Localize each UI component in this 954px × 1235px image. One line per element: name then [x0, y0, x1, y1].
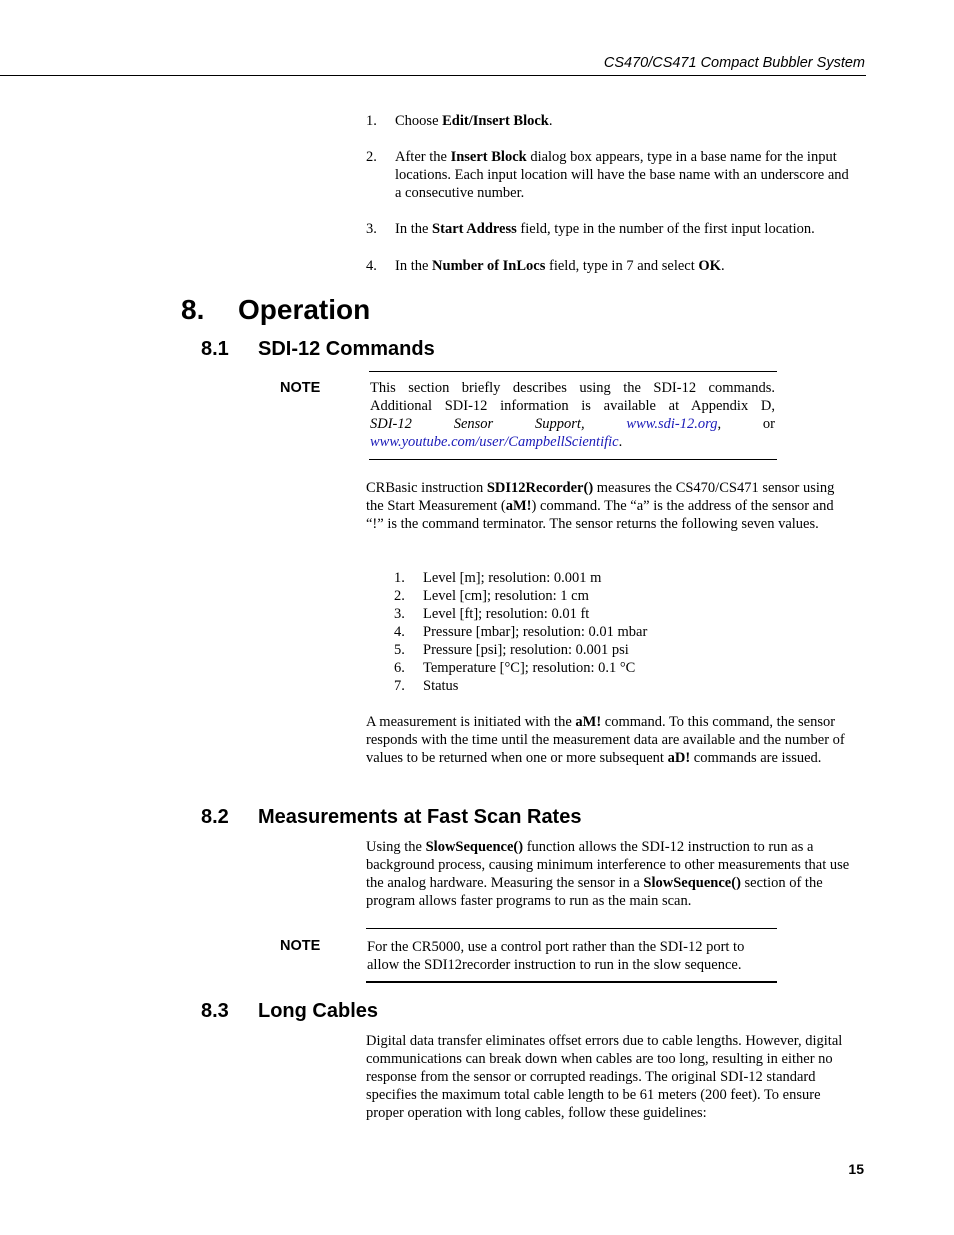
list-item: 2. Level [cm]; resolution: 1 cm — [394, 588, 589, 604]
subsection-heading: 8.1 SDI-12 Commands — [201, 338, 435, 360]
list-number: 1. — [366, 113, 377, 129]
field-reference: Number of InLocs — [432, 258, 546, 274]
header-divider — [0, 75, 866, 76]
note-bottom-rule — [369, 459, 777, 460]
running-header: CS470/CS471 Compact Bubbler System — [603, 55, 865, 71]
list-item: 5. Pressure [psi]; resolution: 0.001 psi — [394, 642, 629, 658]
note-box: For the CR5000, use a control port rather than the SDI-12 port to allow the SDI12recorder instruction to run in the slow sequence. — [367, 939, 745, 973]
dialog-reference: Insert Block — [450, 149, 527, 165]
paragraph: Digital data transfer eliminates offset errors due to cable lengths. However, digital communications can break down when cables are too long, resulting in either no response from the sensor or corrupted readings. The original SDI-12 standard specifies the maximum total cable length to be 61 meters (200 feet). To ensure proper operation with long cables, follow these guidelines: — [366, 1033, 843, 1121]
note-box: This section briefly describes using the SDI-12 commands. Additional SDI-12 information is available at Appendix D, SDI-12 Sensor Support, www.sdi-12.org, or www.youtube.com/user/CampbellScientific. — [370, 380, 775, 450]
list-item: 2. After the Insert Block dialog box appears, type in a base name for the input locations. Each input location will have the base name with an underscore and a consecutive number. — [366, 149, 849, 201]
note-bottom-rule — [366, 981, 777, 983]
steps-list — [366, 112, 856, 275]
list-item: 4. Pressure [mbar]; resolution: 0.01 mbar — [394, 624, 648, 640]
list-item: 6. Temperature [°C]; resolution: 0.1 °C — [394, 660, 636, 676]
list-item: 7. Status — [394, 678, 459, 694]
menu-reference: Edit/Insert Block — [442, 113, 549, 129]
note-top-rule — [369, 371, 777, 372]
list-number: 4. — [366, 258, 377, 274]
list-number: 3. — [366, 221, 377, 237]
paragraph: CRBasic instruction SDI12Recorder() measures the CS470/CS471 sensor using the Start Measurement (aM!) command. The “a” is the address of the sensor and “!” is the command terminator. The sensor returns the following seven values. — [366, 480, 835, 532]
note-label: NOTE — [280, 938, 321, 954]
section-heading: 8. Operation — [181, 294, 371, 325]
sdi12-link[interactable]: www.sdi-12.org — [626, 416, 718, 432]
paragraph: A measurement is initiated with the aM! command. To this command, the sensor responds with the time until the measurement data are available and the number of values to be returned when one or more subsequent aD! commands are issued. — [366, 714, 845, 766]
note-label: NOTE — [280, 380, 321, 396]
list-item: 1. Level [m]; resolution: 0.001 m — [394, 570, 602, 586]
subsection-heading: 8.2 Measurements at Fast Scan Rates — [201, 806, 582, 828]
list-item: 3. Level [ft]; resolution: 0.01 ft — [394, 606, 590, 622]
values-list — [394, 569, 647, 695]
list-item: 4. In the Number of InLocs field, type in 7 and select OK. — [366, 258, 725, 274]
note-top-rule — [366, 928, 777, 929]
page-number: 15 — [848, 1161, 864, 1177]
list-item: 3. In the Start Address field, type in the number of the first input location. — [366, 221, 815, 237]
list-item: 1. Choose Edit/Insert Block. — [366, 113, 553, 129]
list-number: 2. — [366, 149, 377, 165]
paragraph: Using the SlowSequence() function allows the SDI-12 instruction to run as a background process, causing minimum interference to other measurements that use the analog hardware. Measuring the sensor in a SlowSequence() section of the program allows faster programs to run as the main scan. — [366, 839, 850, 909]
field-reference: Start Address — [432, 221, 517, 237]
subsection-heading: 8.3 Long Cables — [201, 1000, 379, 1022]
youtube-link[interactable]: www.youtube.com/user/CampbellScientific — [370, 434, 619, 450]
